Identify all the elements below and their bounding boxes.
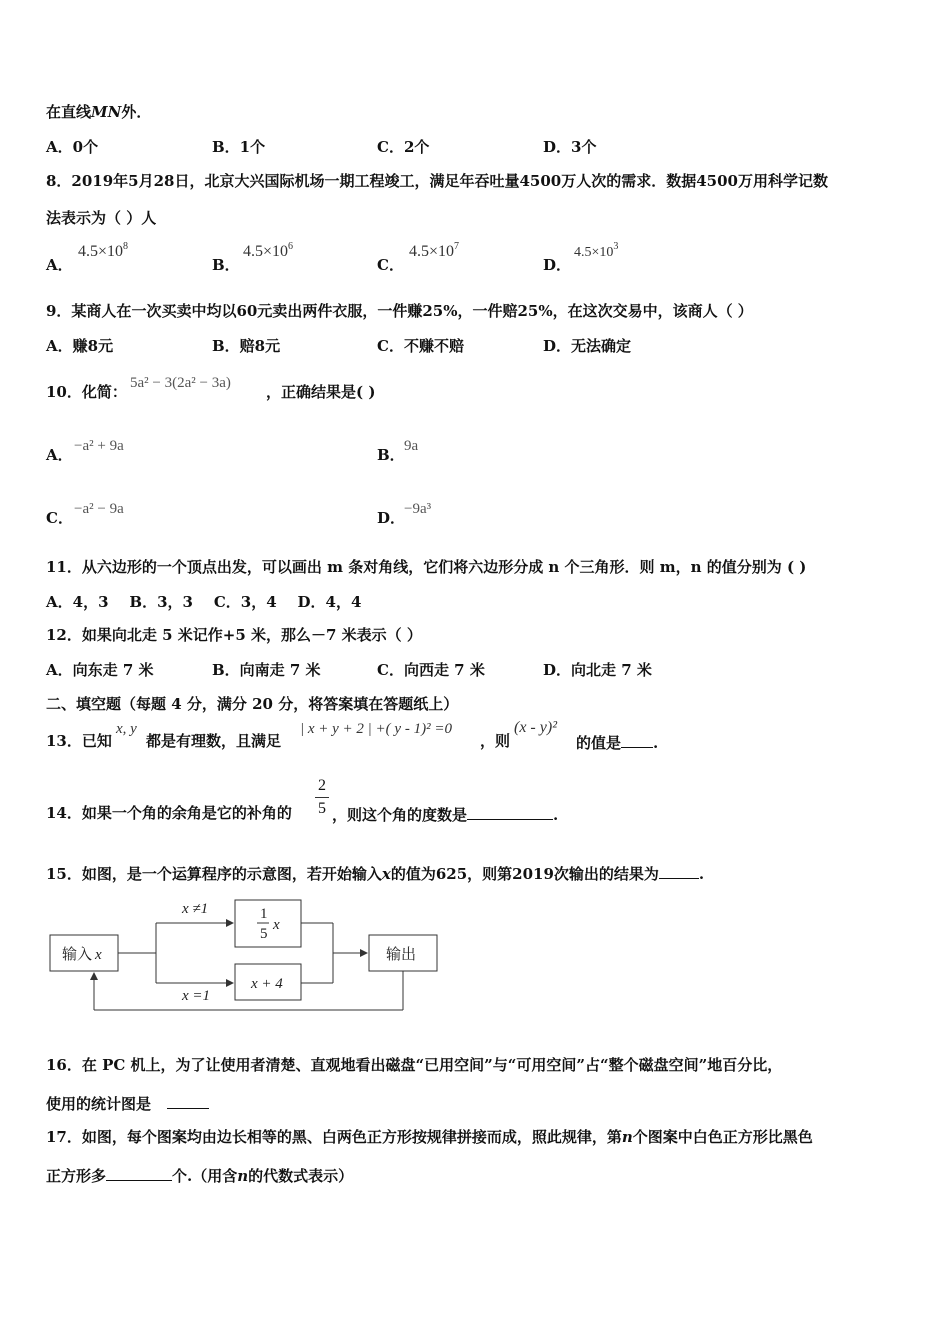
q11-text: 11．从六边形的一个顶点出发，可以画出 m 条对角线，它们将六边形分成 n 个三角形．则 m，n 的值分别为 ( ): [46, 558, 807, 576]
input-label: 输入 x: [62, 947, 102, 963]
condition-top: x ≠1: [182, 901, 209, 917]
q13-text-d: 的值是 .: [576, 731, 658, 753]
q10-label-d: D．: [377, 509, 406, 527]
q9-option-c: C．不赚不赔: [377, 337, 464, 355]
output-label: 输出: [386, 947, 417, 963]
q10-label-a: A．: [46, 446, 73, 464]
q17-answer-blank: [106, 1164, 172, 1181]
q10-option-b: 9a: [404, 438, 419, 454]
q8-value-b: $4.5\times 10^6$: [243, 241, 294, 260]
q10-label-b: B．: [377, 446, 405, 464]
q16-answer-blank: [167, 1092, 209, 1109]
q8-label-b: B．: [212, 256, 240, 274]
q13-text-b: 都是有理数，且满足: [146, 732, 282, 750]
q15-answer-blank: [659, 862, 699, 879]
q8-value-a: $4.5\times 10^8$: [78, 241, 129, 260]
box-top-variable: x: [273, 917, 280, 933]
q11-options: A．4，3 B．3，3 C．3，4 D．4，4: [46, 593, 362, 611]
q8-label-d: D．: [543, 256, 572, 274]
q8-label-a: A．: [46, 256, 73, 274]
q8-value-d: $4.5\times 10^3$: [574, 241, 619, 260]
q9-option-b: B．赔8元: [212, 337, 281, 355]
q17-line1: 17．如图，每个图案均由边长相等的黑、白两色正方形按规律拼接而成，照此规律，第n个图案中白色正方形比黑色: [46, 1128, 813, 1146]
q14-fraction: [315, 777, 329, 818]
q12-text: 12．如果向北走 5 米记作+5 米，那么－7 米表示（ ）: [46, 626, 422, 644]
q16-line1: 16．在 PC 机上，为了让使用者清楚、直观地看出磁盘“已用空间”与“可用空间”占“整个磁盘空间”地百分比，: [46, 1056, 783, 1074]
q7-tail: 在直线MN外．: [46, 103, 152, 121]
q10-prefix: 10．化简：: [46, 383, 127, 401]
q10-label-c: C．: [46, 509, 73, 527]
box-bottom-label: x + 4: [251, 976, 283, 992]
q14-text-a: 14．如果一个角的余角是它的补角的: [46, 804, 292, 822]
q13-text-a: 13．已知: [46, 732, 112, 750]
q9-option-d: D．无法确定: [543, 337, 632, 355]
q13-condition: | x + y + 2 | +( y - 1)² =0: [300, 721, 452, 737]
q10-option-a: −a² + 9a: [74, 438, 124, 454]
q14-fraction-denominator: 5: [318, 800, 326, 817]
q8-label-c: C．: [377, 256, 404, 274]
q14-fraction-numerator: 2: [318, 777, 326, 794]
section-2-heading: 二、填空题（每题 4 分，满分 20 分，将答案填在答题纸上）: [46, 695, 459, 713]
q16-line2: 使用的统计图是: [46, 1092, 209, 1114]
q15-text: 15．如图，是一个运算程序的示意图，若开始输入x的值为625，则第2019次输出的结果为 .: [46, 862, 704, 884]
q13-answer-blank: [621, 731, 653, 748]
q7-option-c: C．2个: [377, 138, 430, 156]
q10-expression: 5a² − 3(2a² − 3a): [130, 375, 231, 391]
q17-line2: 正方形多 个.（用含n的代数式表示）: [46, 1164, 353, 1186]
q8-line2: 法表示为（ ）人: [46, 209, 157, 227]
q13-expression: (x - y)²: [514, 719, 557, 736]
q7-option-d: D．3个: [543, 138, 597, 156]
q12-option-a: A．向东走 7 米: [46, 661, 154, 679]
q10-option-d: −9a³: [404, 501, 432, 517]
q8-line1: 8．2019年5月28日，北京大兴国际机场一期工程竣工，满足年吞吐量4500万人次的需求．数据4500万用科学记数: [46, 172, 828, 190]
q12-option-b: B．向南走 7 米: [212, 661, 321, 679]
q13-xy: x, y: [116, 721, 137, 737]
condition-bottom: x =1: [182, 988, 211, 1004]
q13-text-c: ，则: [480, 732, 511, 750]
q8-value-c: $4.5\times 10^7$: [409, 241, 460, 260]
q9-option-a: A．赚8元: [46, 337, 114, 355]
box-top-denominator: 5: [260, 926, 268, 942]
q10-suffix: ，正确结果是( ): [266, 383, 376, 401]
q10-option-c: −a² − 9a: [74, 501, 124, 517]
q14-text-b: ，则这个角的度数是 .: [332, 803, 558, 825]
q7-option-a: A．0个: [46, 138, 99, 156]
box-top-numerator: 1: [260, 906, 268, 922]
q7-option-b: B．1个: [212, 138, 266, 156]
q12-option-d: D．向北走 7 米: [543, 661, 652, 679]
q14-answer-blank: [467, 803, 553, 820]
q15-flow-diagram: [40, 893, 450, 1018]
q12-option-c: C．向西走 7 米: [377, 661, 485, 679]
q9-text: 9．某商人在一次买卖中均以60元卖出两件衣服，一件赚25%，一件赔25%，在这次交易中，该商人（ ）: [46, 302, 753, 320]
